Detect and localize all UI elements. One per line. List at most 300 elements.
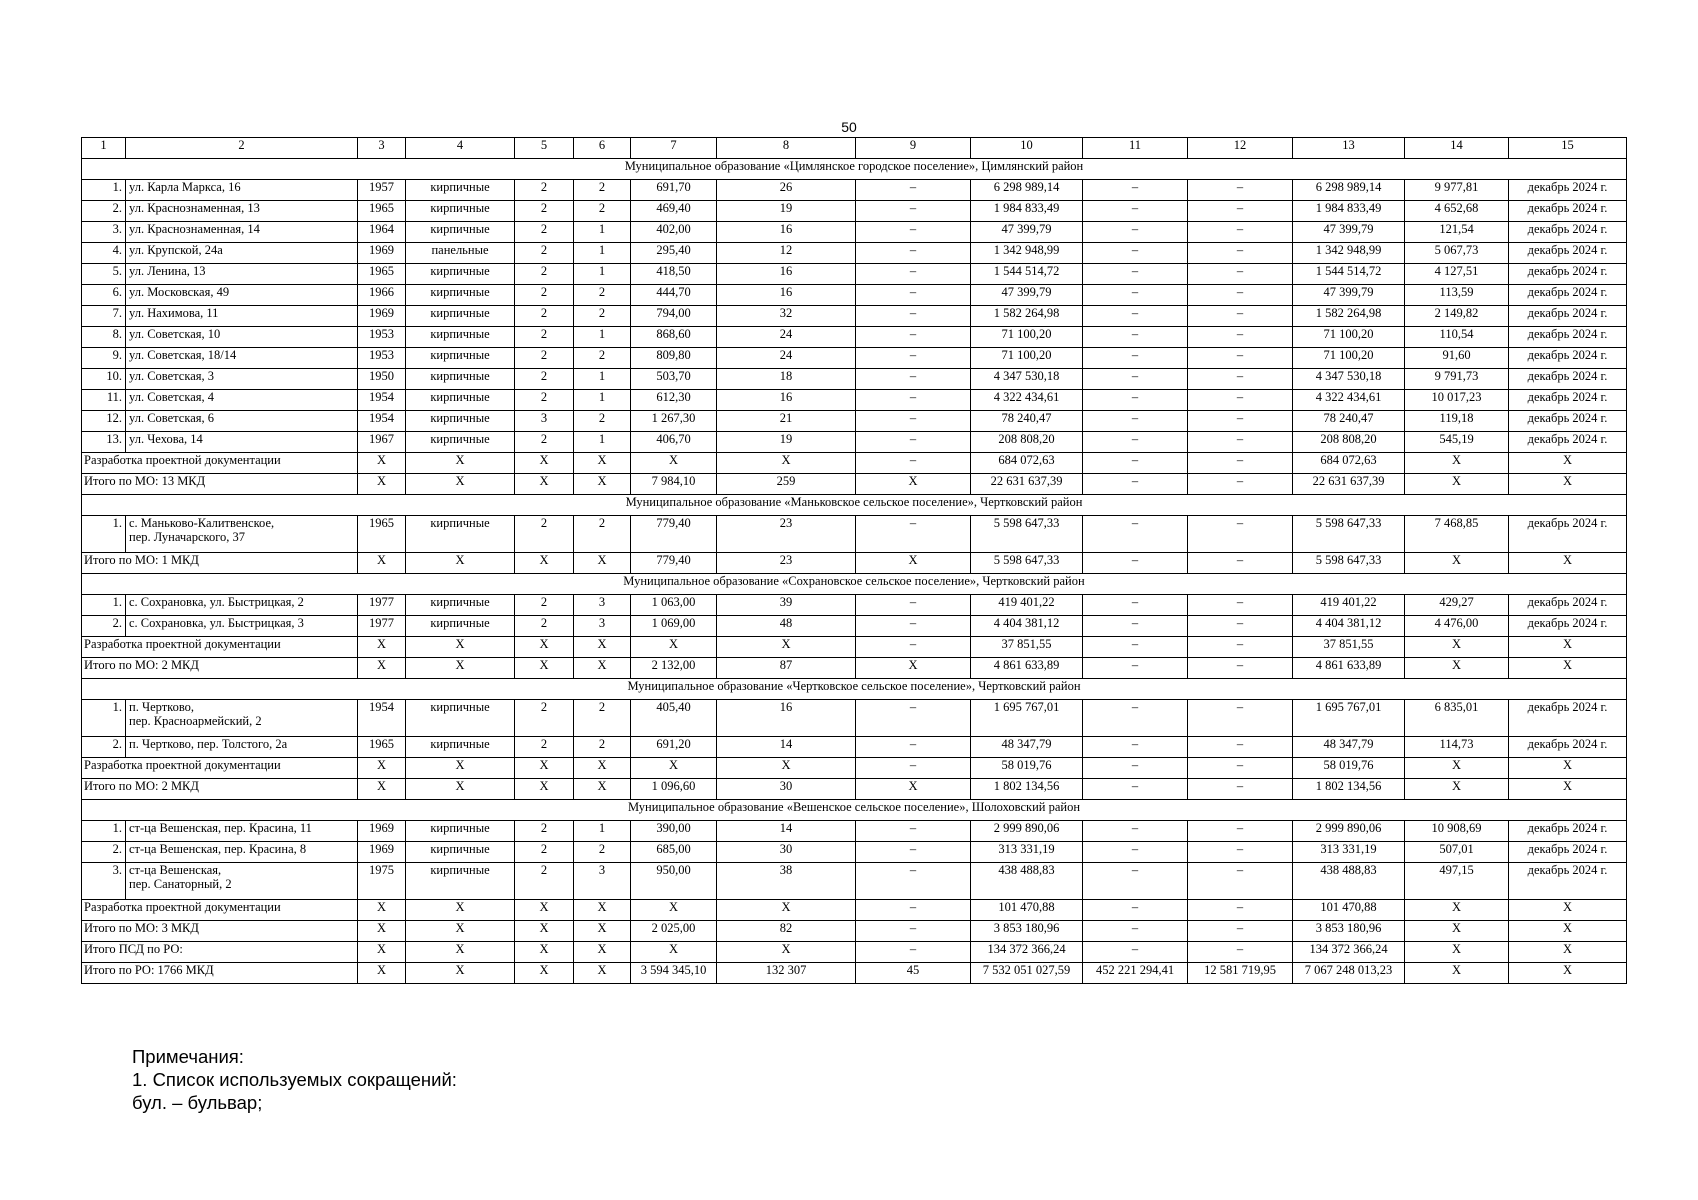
cell-cost-per-m2: 545,19	[1405, 432, 1509, 453]
table-row	[82, 369, 1627, 390]
cell-col11: –	[1083, 700, 1188, 737]
cell-col11: –	[1083, 222, 1188, 243]
cell-floors: 2	[515, 201, 574, 222]
cell-col12: –	[1188, 432, 1293, 453]
cell-residents: 48	[717, 616, 856, 637]
column-header: 10	[971, 138, 1083, 159]
cell-col12: –	[1188, 821, 1293, 842]
cell-cost-fund: 1 544 514,72	[1293, 264, 1405, 285]
cell-col9: –	[856, 390, 971, 411]
cell-entrances: 2	[574, 201, 631, 222]
column-header: 1	[82, 138, 126, 159]
summary-cell: 259	[717, 474, 856, 495]
cell-area: 1 063,00	[631, 595, 717, 616]
summary-row	[82, 963, 1627, 984]
summary-cell: Х	[1509, 942, 1627, 963]
cell-area: 1 267,30	[631, 411, 717, 432]
column-header: 9	[856, 138, 971, 159]
summary-cell: Х	[631, 453, 717, 474]
cell-year: 1967	[358, 432, 406, 453]
cell-residents: 23	[717, 516, 856, 553]
summary-cell: Х	[515, 921, 574, 942]
summary-cell: Х	[406, 921, 515, 942]
column-header: 4	[406, 138, 515, 159]
cell-year: 1965	[358, 516, 406, 553]
cell-col9: –	[856, 616, 971, 637]
summary-cell: –	[1188, 474, 1293, 495]
summary-cell: Х	[717, 942, 856, 963]
summary-cell: 101 470,88	[971, 900, 1083, 921]
cell-residents: 30	[717, 842, 856, 863]
cell-col11: –	[1083, 821, 1188, 842]
cell-deadline: декабрь 2024 г.	[1509, 285, 1627, 306]
summary-cell: 684 072,63	[1293, 453, 1405, 474]
cell-material: кирпичные	[406, 327, 515, 348]
cell-col12: –	[1188, 369, 1293, 390]
summary-cell: Х	[515, 900, 574, 921]
cell-cost-fund: 2 999 890,06	[1293, 821, 1405, 842]
cell-col11: –	[1083, 863, 1188, 900]
cell-col9: –	[856, 243, 971, 264]
table-row	[82, 516, 1627, 553]
cell-col11: –	[1083, 432, 1188, 453]
cell-address: ул. Советская, 4	[126, 390, 358, 411]
cell-deadline: декабрь 2024 г.	[1509, 180, 1627, 201]
cell-col11: –	[1083, 390, 1188, 411]
summary-cell: Х	[358, 758, 406, 779]
cell-year: 1954	[358, 700, 406, 737]
table-row	[82, 821, 1627, 842]
cell-cost-total: 71 100,20	[971, 348, 1083, 369]
cell-floors: 2	[515, 595, 574, 616]
cell-col9: –	[856, 222, 971, 243]
summary-row	[82, 453, 1627, 474]
cell-area: 685,00	[631, 842, 717, 863]
cell-year: 1969	[358, 821, 406, 842]
summary-cell: Х	[406, 658, 515, 679]
cell-cost-fund: 71 100,20	[1293, 327, 1405, 348]
summary-cell: Х	[1405, 900, 1509, 921]
summary-cell: –	[1083, 900, 1188, 921]
summary-cell: Х	[358, 637, 406, 658]
summary-cell: 7 984,10	[631, 474, 717, 495]
cell-address: ст-ца Вешенская, пер. Красина, 11	[126, 821, 358, 842]
summary-cell: 1 096,60	[631, 779, 717, 800]
cell-residents: 16	[717, 222, 856, 243]
cell-col9: –	[856, 285, 971, 306]
cell-entrances: 1	[574, 432, 631, 453]
summary-cell: Х	[574, 637, 631, 658]
cell-cost-fund: 78 240,47	[1293, 411, 1405, 432]
cell-material: кирпичные	[406, 306, 515, 327]
summary-cell: Х	[1509, 637, 1627, 658]
cell-cost-total: 47 399,79	[971, 285, 1083, 306]
cell-cost-total: 6 298 989,14	[971, 180, 1083, 201]
cell-year: 1969	[358, 243, 406, 264]
summary-cell: Х	[717, 758, 856, 779]
cell-residents: 26	[717, 180, 856, 201]
cell-col11: –	[1083, 411, 1188, 432]
cell-address: ул. Нахимова, 11	[126, 306, 358, 327]
summary-cell: 37 851,55	[1293, 637, 1405, 658]
cell-cost-per-m2: 497,15	[1405, 863, 1509, 900]
summary-cell: Х	[1405, 758, 1509, 779]
summary-cell: –	[1188, 900, 1293, 921]
summary-cell: Х	[1405, 779, 1509, 800]
cell-col12: –	[1188, 180, 1293, 201]
cell-col9: –	[856, 201, 971, 222]
summary-cell: 82	[717, 921, 856, 942]
summary-cell: 132 307	[717, 963, 856, 984]
cell-num: 7.	[82, 306, 126, 327]
cell-deadline: декабрь 2024 г.	[1509, 863, 1627, 900]
cell-material: кирпичные	[406, 264, 515, 285]
cell-num: 2.	[82, 616, 126, 637]
summary-label: Итого по РО: 1766 МКД	[82, 963, 358, 984]
note-line: 1. Список используемых сокращений:	[132, 1069, 457, 1090]
summary-cell: –	[1083, 474, 1188, 495]
cell-floors: 2	[515, 306, 574, 327]
cell-deadline: декабрь 2024 г.	[1509, 222, 1627, 243]
cell-cost-total: 4 322 434,61	[971, 390, 1083, 411]
cell-entrances: 1	[574, 222, 631, 243]
summary-cell: Х	[1405, 453, 1509, 474]
cell-num: 13.	[82, 432, 126, 453]
cell-entrances: 3	[574, 863, 631, 900]
cell-cost-per-m2: 114,73	[1405, 737, 1509, 758]
cell-area: 950,00	[631, 863, 717, 900]
cell-entrances: 1	[574, 390, 631, 411]
summary-cell: Х	[574, 658, 631, 679]
cell-num: 3.	[82, 222, 126, 243]
summary-cell: Х	[574, 963, 631, 984]
summary-cell: 779,40	[631, 553, 717, 574]
summary-cell: Х	[856, 779, 971, 800]
summary-cell: Х	[1509, 553, 1627, 574]
summary-cell: Х	[631, 900, 717, 921]
cell-residents: 19	[717, 432, 856, 453]
summary-cell: 7 067 248 013,23	[1293, 963, 1405, 984]
cell-cost-fund: 1 695 767,01	[1293, 700, 1405, 737]
summary-cell: Х	[1405, 553, 1509, 574]
cell-col12: –	[1188, 327, 1293, 348]
cell-address: ул. Краснознаменная, 13	[126, 201, 358, 222]
cell-num: 10.	[82, 369, 126, 390]
cell-entrances: 3	[574, 616, 631, 637]
section-title: Муниципальное образование «Вешенское сельское поселение», Шолоховский район	[82, 800, 1627, 821]
cell-floors: 2	[515, 285, 574, 306]
summary-cell: Х	[406, 758, 515, 779]
cell-address: ул. Крупской, 24а	[126, 243, 358, 264]
summary-cell: 684 072,63	[971, 453, 1083, 474]
column-header: 7	[631, 138, 717, 159]
cell-cost-total: 208 808,20	[971, 432, 1083, 453]
summary-cell: 134 372 366,24	[971, 942, 1083, 963]
section-title: Муниципальное образование «Цимлянское городское поселение», Цимлянский район	[82, 159, 1627, 180]
cell-cost-per-m2: 4 476,00	[1405, 616, 1509, 637]
cell-area: 612,30	[631, 390, 717, 411]
cell-floors: 2	[515, 842, 574, 863]
cell-entrances: 2	[574, 180, 631, 201]
cell-entrances: 1	[574, 327, 631, 348]
table-row	[82, 243, 1627, 264]
summary-cell: Х	[406, 453, 515, 474]
cell-deadline: декабрь 2024 г.	[1509, 842, 1627, 863]
cell-col11: –	[1083, 595, 1188, 616]
summary-cell: Х	[406, 553, 515, 574]
summary-cell: Х	[574, 779, 631, 800]
cell-num: 1.	[82, 821, 126, 842]
cell-col9: –	[856, 821, 971, 842]
cell-material: кирпичные	[406, 432, 515, 453]
cell-entrances: 2	[574, 737, 631, 758]
cell-num: 1.	[82, 180, 126, 201]
summary-cell: Х	[631, 637, 717, 658]
address-line-1: п. Чертково,	[129, 700, 195, 714]
column-header: 8	[717, 138, 856, 159]
cell-area: 444,70	[631, 285, 717, 306]
summary-cell: 12 581 719,95	[1188, 963, 1293, 984]
summary-cell: Х	[1509, 963, 1627, 984]
cell-address: п. Чертково, пер. Толстого, 2а	[126, 737, 358, 758]
cell-year: 1965	[358, 201, 406, 222]
cell-area: 402,00	[631, 222, 717, 243]
summary-cell: Х	[358, 474, 406, 495]
section-title: Муниципальное образование «Чертковское сельское поселение», Чертковский район	[82, 679, 1627, 700]
cell-cost-per-m2: 5 067,73	[1405, 243, 1509, 264]
cell-num: 6.	[82, 285, 126, 306]
cell-cost-per-m2: 110,54	[1405, 327, 1509, 348]
summary-cell: Х	[574, 453, 631, 474]
section-title-row	[82, 800, 1627, 821]
table-row	[82, 411, 1627, 432]
cell-col11: –	[1083, 327, 1188, 348]
summary-cell: Х	[1509, 453, 1627, 474]
summary-cell: 2 132,00	[631, 658, 717, 679]
summary-cell: –	[1083, 758, 1188, 779]
table-row	[82, 306, 1627, 327]
summary-cell: Х	[1405, 921, 1509, 942]
cell-num: 12.	[82, 411, 126, 432]
cell-cost-per-m2: 10 908,69	[1405, 821, 1509, 842]
section-title: Муниципальное образование «Сохрановское сельское поселение», Чертковский район	[82, 574, 1627, 595]
summary-label: Разработка проектной документации	[82, 637, 358, 658]
summary-cell: –	[1083, 942, 1188, 963]
cell-area: 418,50	[631, 264, 717, 285]
cell-deadline: декабрь 2024 г.	[1509, 348, 1627, 369]
cell-residents: 14	[717, 737, 856, 758]
cell-num: 5.	[82, 264, 126, 285]
summary-cell: Х	[1405, 474, 1509, 495]
cell-col9: –	[856, 264, 971, 285]
cell-col11: –	[1083, 243, 1188, 264]
table-row	[82, 700, 1627, 737]
cell-material: кирпичные	[406, 516, 515, 553]
summary-cell: 2 025,00	[631, 921, 717, 942]
cell-residents: 21	[717, 411, 856, 432]
cell-entrances: 2	[574, 348, 631, 369]
cell-residents: 16	[717, 390, 856, 411]
cell-cost-fund: 4 404 381,12	[1293, 616, 1405, 637]
cell-entrances: 2	[574, 285, 631, 306]
cell-num: 9.	[82, 348, 126, 369]
cell-col9: –	[856, 842, 971, 863]
summary-cell: 30	[717, 779, 856, 800]
cell-area: 691,70	[631, 180, 717, 201]
cell-cost-per-m2: 7 468,85	[1405, 516, 1509, 553]
cell-deadline: декабрь 2024 г.	[1509, 595, 1627, 616]
cell-year: 1969	[358, 306, 406, 327]
cell-entrances: 1	[574, 369, 631, 390]
cell-deadline: декабрь 2024 г.	[1509, 243, 1627, 264]
cell-cost-total: 4 404 381,12	[971, 616, 1083, 637]
cell-deadline: декабрь 2024 г.	[1509, 616, 1627, 637]
summary-cell: –	[1188, 658, 1293, 679]
cell-num: 2.	[82, 842, 126, 863]
cell-area: 295,40	[631, 243, 717, 264]
cell-entrances: 1	[574, 243, 631, 264]
cell-col12: –	[1188, 306, 1293, 327]
cell-num: 1.	[82, 516, 126, 553]
cell-col12: –	[1188, 411, 1293, 432]
cell-material: кирпичные	[406, 222, 515, 243]
summary-cell: –	[1188, 553, 1293, 574]
summary-cell: Х	[717, 900, 856, 921]
cell-deadline: декабрь 2024 г.	[1509, 390, 1627, 411]
summary-cell: Х	[358, 900, 406, 921]
summary-cell: 3 594 345,10	[631, 963, 717, 984]
cell-material: кирпичные	[406, 180, 515, 201]
summary-row	[82, 658, 1627, 679]
cell-col9: –	[856, 595, 971, 616]
cell-deadline: декабрь 2024 г.	[1509, 327, 1627, 348]
cell-address	[126, 863, 358, 900]
summary-label: Итого ПСД по РО:	[82, 942, 358, 963]
summary-cell: 5 598 647,33	[971, 553, 1083, 574]
table-row	[82, 222, 1627, 243]
address-line-1: с. Маньково-Калитвенское,	[129, 516, 275, 530]
cell-col11: –	[1083, 737, 1188, 758]
cell-num: 4.	[82, 243, 126, 264]
cell-col12: –	[1188, 264, 1293, 285]
summary-label: Разработка проектной документации	[82, 453, 358, 474]
cell-floors: 2	[515, 821, 574, 842]
cell-cost-per-m2: 9 791,73	[1405, 369, 1509, 390]
summary-cell: Х	[515, 963, 574, 984]
cell-col9: –	[856, 411, 971, 432]
cell-entrances: 1	[574, 264, 631, 285]
summary-cell: –	[856, 921, 971, 942]
cell-col12: –	[1188, 243, 1293, 264]
cell-cost-fund: 1 582 264,98	[1293, 306, 1405, 327]
summary-cell: Х	[1509, 779, 1627, 800]
cell-address: с. Сохрановка, ул. Быстрицкая, 2	[126, 595, 358, 616]
summary-cell: Х	[574, 474, 631, 495]
cell-col12: –	[1188, 201, 1293, 222]
cell-year: 1966	[358, 285, 406, 306]
cell-floors: 2	[515, 737, 574, 758]
column-header: 13	[1293, 138, 1405, 159]
cell-material: кирпичные	[406, 285, 515, 306]
cell-col11: –	[1083, 842, 1188, 863]
cell-cost-fund: 1 342 948,99	[1293, 243, 1405, 264]
summary-cell: –	[1188, 637, 1293, 658]
cell-cost-per-m2: 2 149,82	[1405, 306, 1509, 327]
cell-area: 503,70	[631, 369, 717, 390]
summary-cell: Х	[574, 921, 631, 942]
section-title-row	[82, 574, 1627, 595]
cell-year: 1977	[358, 616, 406, 637]
cell-material: кирпичные	[406, 842, 515, 863]
summary-cell: –	[856, 637, 971, 658]
cell-col9: –	[856, 180, 971, 201]
cell-col12: –	[1188, 737, 1293, 758]
cell-col9: –	[856, 348, 971, 369]
cell-col11: –	[1083, 616, 1188, 637]
summary-cell: 452 221 294,41	[1083, 963, 1188, 984]
cell-num: 1.	[82, 700, 126, 737]
cell-floors: 2	[515, 369, 574, 390]
cell-cost-total: 5 598 647,33	[971, 516, 1083, 553]
cell-cost-fund: 419 401,22	[1293, 595, 1405, 616]
cell-year: 1954	[358, 411, 406, 432]
table-row	[82, 432, 1627, 453]
cell-year: 1965	[358, 737, 406, 758]
summary-label: Итого по МО: 2 МКД	[82, 779, 358, 800]
section-title-row	[82, 159, 1627, 180]
table-row	[82, 201, 1627, 222]
cell-col11: –	[1083, 516, 1188, 553]
cell-material: кирпичные	[406, 369, 515, 390]
cell-residents: 18	[717, 369, 856, 390]
summary-cell: Х	[406, 900, 515, 921]
cell-cost-fund: 47 399,79	[1293, 285, 1405, 306]
summary-label: Итого по МО: 3 МКД	[82, 921, 358, 942]
summary-cell: Х	[1509, 900, 1627, 921]
table-row	[82, 264, 1627, 285]
cell-year: 1969	[358, 842, 406, 863]
cell-material: кирпичные	[406, 201, 515, 222]
cell-entrances: 2	[574, 306, 631, 327]
cell-area: 1 069,00	[631, 616, 717, 637]
cell-deadline: декабрь 2024 г.	[1509, 821, 1627, 842]
cell-floors: 2	[515, 327, 574, 348]
summary-cell: Х	[717, 453, 856, 474]
cell-year: 1953	[358, 327, 406, 348]
summary-cell: Х	[406, 779, 515, 800]
cell-area: 406,70	[631, 432, 717, 453]
summary-cell: –	[856, 900, 971, 921]
cell-area: 794,00	[631, 306, 717, 327]
cell-material: кирпичные	[406, 348, 515, 369]
summary-cell: 134 372 366,24	[1293, 942, 1405, 963]
cell-year: 1964	[358, 222, 406, 243]
cell-col9: –	[856, 700, 971, 737]
column-header: 14	[1405, 138, 1509, 159]
cell-cost-per-m2: 113,59	[1405, 285, 1509, 306]
cell-cost-total: 47 399,79	[971, 222, 1083, 243]
cell-cost-total: 4 347 530,18	[971, 369, 1083, 390]
cell-floors: 2	[515, 700, 574, 737]
summary-cell: Х	[1405, 963, 1509, 984]
cell-address: ул. Советская, 6	[126, 411, 358, 432]
summary-cell: Х	[1405, 942, 1509, 963]
address-line-2: пер. Красноармейский, 2	[129, 714, 262, 728]
cell-cost-fund: 5 598 647,33	[1293, 516, 1405, 553]
table-row	[82, 390, 1627, 411]
summary-cell: Х	[574, 553, 631, 574]
cell-num: 2.	[82, 737, 126, 758]
